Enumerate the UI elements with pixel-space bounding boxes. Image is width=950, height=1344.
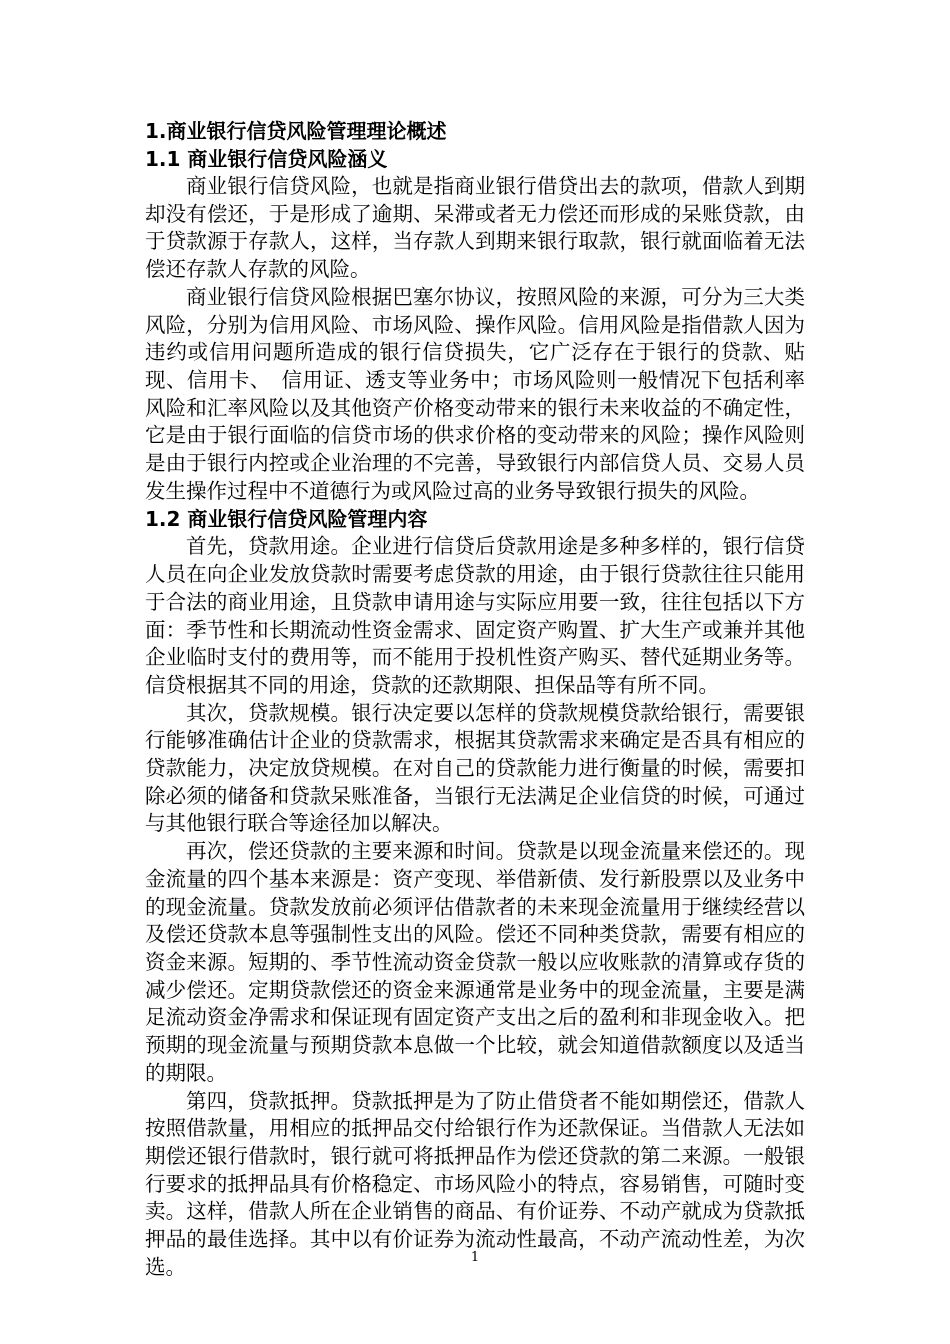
document-body (145, 117, 805, 1281)
section-heading-1-2: 1.2 商业银行信贷风险管理内容 (145, 507, 428, 532)
paragraph: 商业银行信贷风险根据巴塞尔协议，按照风险的来源，可分为三大类风险，分别为信用风险、市场风险、操作风险。信用风险是指借款人因为违约或信用问题所造成的银行信贷损失，它广泛存在于银行的贷款、贴现、信用卡、 信用证、透支等业务中；市场风险则一般情况下包括利率风险和汇率风险以及其他资产价格变动带来的银行未来收益的不确定性，它是由于银行面临的信贷市场的供求价格的变动带来的风险；操作风险则是由于银行内控或企业治理的不完善，导致银行内部信贷人员、交易人员发生操作过程中不道德行为或风险过高的业务导致银行损失的风险。 (145, 284, 805, 503)
paragraph: 再次，偿还贷款的主要来源和时间。贷款是以现金流量来偿还的。现金流量的四个基本来源是：资产变现、举借新债、发行新股票以及业务中的现金流量。贷款发放前必须评估借款者的未来现金流量用于继续经营以及偿还贷款本息等强制性支出的风险。偿还不同种类贷款，需要有相应的资金来源。短期的、季节性流动资金贷款一般以应收账款的清算或存货的减少偿还。定期贷款偿还的资金来源通常是业务中的现金流量，主要是满足流动资金净需求和保证现有固定资产支出之后的盈利和非现金收入。把预期的现金流量与预期贷款本息做一个比较，就会知道借款额度以及适当的期限。 (145, 839, 805, 1085)
paragraph: 第四，贷款抵押。贷款抵押是为了防止借贷者不能如期偿还，借款人按照借款量，用相应的抵押品交付给银行作为还款保证。当借款人无法如期偿还银行借款时，银行就可将抵押品作为偿还贷款的第二来源。一般银行要求的抵押品具有价格稳定、市场风险小的特点，容易销售，可随时变卖。这样，借款人所在企业销售的商品、有价证券、不动产就成为贷款抵押品的最佳选择。其中以有价证券为流动性最高，不动产流动性差，为次选。 (145, 1088, 805, 1279)
paragraph: 其次，贷款规模。银行决定要以怎样的贷款规模贷款给银行，需要银行能够准确估计企业的贷款需求，根据其贷款需求来确定是否具有相应的贷款能力，决定放贷规模。在对自己的贷款能力进行衡量的时候，需要扣除必须的储备和贷款呆账准备，当银行无法满足企业信贷的时候，可通过与其他银行联合等途径加以解决。 (145, 700, 805, 836)
page-number: 1 (470, 1250, 480, 1265)
section-heading-1-1: 1.1 商业银行信贷风险涵义 (145, 147, 388, 171)
paragraph: 商业银行信贷风险，也就是指商业银行借贷出去的款项，借款人到期却没有偿还，于是形成了逾期、呆滞或者无力偿还而形成的呆账贷款，由于贷款源于存款人，这样，当存款人到期来银行取款，银行就面临着无法偿还存款人存款的风险。 (145, 174, 805, 282)
document-title: 1.商业银行信贷风险管理理论概述 (145, 119, 447, 143)
paragraph: 首先，贷款用途。企业进行信贷后贷款用途是多种多样的，银行信贷人员在向企业发放贷款时需要考虑贷款的用途，由于银行贷款往往只能用于合法的商业用途，且贷款申请用途与实际应用要一致，往往包括以下方面：季节性和长期流动性资金需求、固定资产购置、扩大生产或兼并其他企业临时支付的费用等，而不能用于投机性资产购买、替代延期业务等。信贷根据其不同的用途，贷款的还款期限、担保品等有所不同。 (145, 534, 805, 697)
